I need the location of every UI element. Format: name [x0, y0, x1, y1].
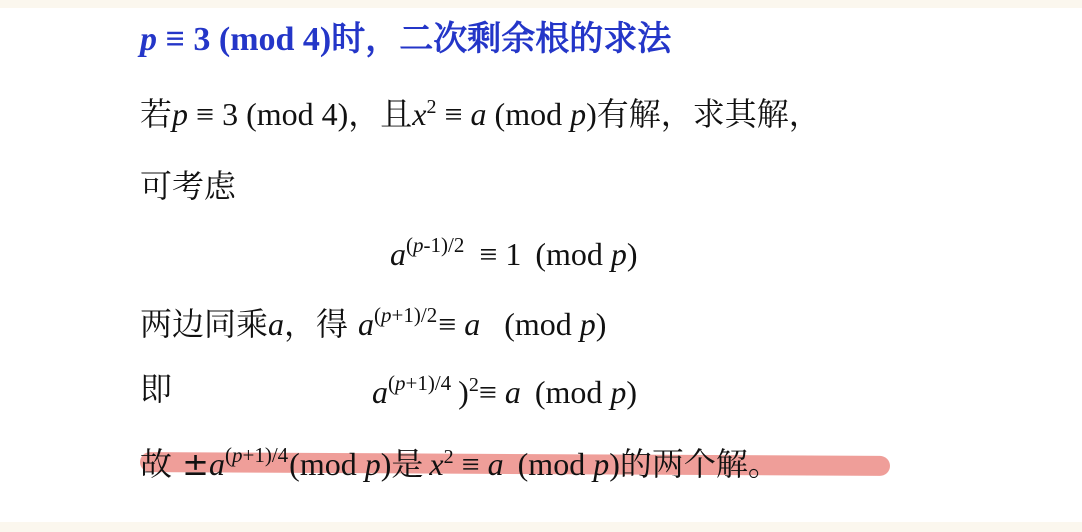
- intro-prefix: 若: [140, 95, 173, 133]
- intro-equation: $x^2 \equiv a$ (mod p): [412, 96, 597, 132]
- conclusion-suffix: 的两个解。: [619, 445, 780, 483]
- equation-square: $a^{(p+1)/4}$ )$^2$≡ a (mod p): [372, 371, 638, 410]
- intro-mid: ，且: [348, 95, 413, 133]
- eq2-var: a: [268, 306, 285, 342]
- intro-line: [140, 95, 821, 133]
- slide: [0, 8, 1082, 522]
- eq2-label: 两边同乘: [140, 305, 269, 343]
- consider-text: 可考虑: [140, 167, 237, 205]
- eq3-label: 即: [140, 370, 173, 408]
- equation-fermat: $a^{(p-1)/2} \equiv 1$ (mod p): [390, 233, 638, 272]
- equation-multiply: [140, 303, 607, 343]
- conclusion-root: $a^{(p+1)/4}(mod$ p): [209, 443, 392, 482]
- intro-suffix: 有解，求其解，: [596, 95, 821, 133]
- eq1-exponent: (p-1)/2: [406, 233, 465, 257]
- conclusion-prefix: 故 ±: [140, 445, 209, 483]
- page-title: [140, 19, 672, 59]
- eq2-formula: $a^{(p+1)/2}\equiv a$ (mod p): [358, 303, 607, 342]
- conclusion-line: [140, 443, 780, 483]
- conclusion-mid: 是: [391, 445, 424, 483]
- conclusion-equation: $x^2 \equiv a$ (mod p): [429, 446, 620, 482]
- eq2-label2: ，得: [284, 305, 349, 343]
- title-suffix: 时，二次剩余根的求法: [331, 19, 672, 59]
- title-condition: p ≡ 3 (mod 4): [140, 21, 332, 58]
- intro-condition: p ≡ 3 (mod 4): [172, 96, 349, 132]
